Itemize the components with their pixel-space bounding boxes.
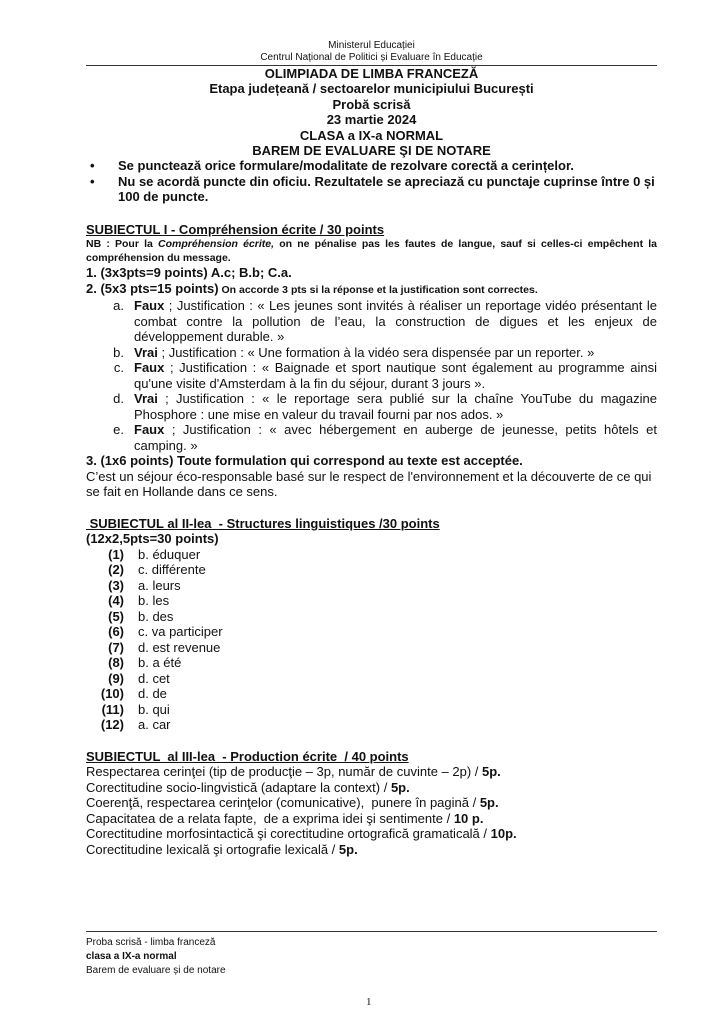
answer-number: (2) (108, 562, 124, 577)
section-2-title: SUBIECTUL al II-lea - Structures linguistiques /30 points (86, 515, 440, 531)
criterion-item (86, 795, 657, 811)
answer-number: (8) (108, 655, 124, 670)
answer-number: (5) (108, 608, 124, 624)
item-letter: c. (113, 360, 124, 375)
document-body (86, 158, 657, 857)
answer-value: c. différente (138, 562, 206, 577)
criterion-points: 5p. (390, 779, 410, 795)
answer-value: a. car (138, 717, 171, 732)
title-date: 23 martie 2024 (326, 112, 417, 128)
answer-number: (11) (101, 701, 124, 717)
bullet-text: Nu se acordă puncte din oficiu. Rezultatele se apreciază cu punctaje cuprinse între 0 și 100 de puncte. (118, 173, 655, 204)
answer-item (86, 640, 657, 656)
answer-number: (1) (108, 546, 124, 562)
item-text: Vrai ; Justification : « le reportage sera publié sur la chaîne YouTube du magazine Phosphore : une mise en valeur du travail fourni par nos ados. » (134, 391, 657, 422)
answer-value: b. éduquer (138, 546, 201, 562)
bullet-text: Se punctează orice formulare/modalitate de rezolvare corectă a cerințelor. (118, 158, 574, 173)
footer-rule (86, 931, 657, 932)
answer-value: b. a été (138, 655, 182, 670)
answer-number: (10) (100, 686, 124, 701)
ministry-name: Ministerul Educației (328, 40, 415, 51)
title-stage: Etapa județeană / sectoarelor municipiului București (209, 81, 534, 97)
answer-value: c. va participer (138, 624, 223, 639)
answer-item (86, 671, 657, 687)
answer-value: b. les (138, 593, 170, 608)
page-header (86, 40, 657, 64)
nb-note: NB : Pour la Compréhension écrite, on ne pénalise pas les fautes de langue, sauf si celles-ci empêchent la compréhension du message. (86, 238, 657, 264)
criterion-text: Corectitudine socio-lingvistică (adaptare la context) / (86, 779, 391, 795)
footer-doc: Barem de evaluare și de notare (86, 965, 226, 976)
true-false-item (86, 422, 657, 453)
answer-number: (12) (100, 717, 124, 732)
criterion-points: 10 p. (453, 810, 484, 826)
title-barem: BAREM DE EVALUARE ŞI DE NOTARE (252, 143, 491, 159)
item-text: Faux ; Justification : « Baignade et sport nautique sont également au programme ainsi qu'une visite d'Amsterdam à la fin du séjour, durant 3 jours ». (134, 360, 657, 391)
criterion-points: 5p. (482, 764, 501, 779)
answer-number: (9) (108, 670, 124, 686)
title-class: CLASA a IX-a NORMAL (299, 127, 444, 143)
criterion-points: 10p. (490, 826, 517, 841)
question-1: 1. (3x3pts=9 points) A.c; B.b; C.a. (86, 265, 292, 280)
answer-item (86, 702, 657, 718)
answer-number: (3) (108, 577, 124, 593)
answer-number: (6) (108, 624, 124, 639)
item-letter: e. (113, 422, 124, 437)
true-false-item (86, 298, 657, 345)
answer-item (86, 593, 657, 609)
true-false-item (86, 345, 657, 361)
criterion-points: 5p. (479, 795, 499, 810)
criterion-text: Corectitudine lexicală şi ortografie lexicală / (86, 841, 339, 857)
answer-item (86, 562, 657, 578)
answer-value: d. est revenue (138, 639, 221, 655)
title-exam: Probă scrisă (332, 96, 411, 112)
criterion-text: Coerenţă, respectarea cerinţelor (comunicative), punere în pagină / (86, 795, 480, 810)
question-3: 3. (1x6 points) Toute formulation qui correspond au texte est acceptée. (86, 453, 523, 468)
answer-value: b. qui (138, 701, 170, 717)
footer-exam: Proba scrisă - limba franceză (86, 937, 216, 948)
answer-item (86, 624, 657, 640)
criterion-text: Respectarea cerinţei (tip de producţie – 3p, număr de cuvinte – 2p) / (86, 764, 482, 779)
page-footer (86, 936, 226, 978)
section-3-title: SUBIECTUL al III-lea - Production écrite / 40 points (86, 748, 409, 764)
true-false-item (86, 391, 657, 422)
criterion-item (86, 764, 657, 780)
answer-item (86, 717, 657, 733)
criterion-item (86, 842, 657, 858)
answer-number: (4) (108, 593, 124, 608)
true-false-item (86, 360, 657, 391)
item-letter: b. (113, 344, 124, 360)
criterion-text: Corectitudine morfosintactică şi corectitudine ortografică gramaticală / (86, 826, 491, 841)
bullet-item: • Nu se acordă puncte din oficiu. Rezultatele se apreciază cu punctaje cuprinse între 0 și 100 de puncte. (86, 174, 657, 205)
question-3-answer: C’est un séjour éco-responsable basé sur le respect de l'environnement et la découverte de ce qui se fait en Hollande dans ce sens. (86, 468, 652, 499)
item-letter: a. (113, 298, 124, 313)
bullet-item: • Se punctează orice formulare/modalitate de rezolvare corectă a cerințelor. (90, 158, 574, 173)
criterion-text: Capacitatea de a relata fapte, de a exprima idei şi sentimente / (86, 810, 454, 826)
item-text: Faux ; Justification : « avec hébergement en auberge de jeunesse, petits hôtels et camping. » (134, 422, 657, 453)
footer-class: clasa a IX-a normal (86, 951, 177, 962)
answer-item (86, 609, 657, 625)
item-text: Vrai ; Justification : « Une formation à la vidéo sera dispensée par un reporter. » (134, 344, 595, 360)
criteria-list (86, 764, 657, 857)
answer-item (86, 686, 657, 702)
section-1-title: SUBIECTUL I - Compréhension écrite / 30 points (86, 221, 385, 237)
item-letter: d. (113, 391, 124, 406)
answer-number: (7) (108, 639, 124, 655)
criterion-item (86, 826, 657, 842)
answer-value: d. de (138, 686, 167, 701)
answer-list (86, 547, 657, 733)
criterion-item (86, 780, 657, 796)
criterion-item (86, 811, 657, 827)
question-2-items (86, 298, 657, 453)
answer-item (86, 578, 657, 594)
document-titles (86, 66, 657, 158)
answer-value: a. leurs (138, 577, 181, 593)
answer-value: d. cet (138, 670, 170, 686)
answer-value: b. des (138, 608, 174, 624)
center-name: Centrul Național de Politici și Evaluare în Educație (260, 52, 483, 63)
question-2: 2. (5x3 pts=15 points) On accorde 3 pts si la réponse et la justification sont correctes. (86, 280, 538, 296)
answer-item (86, 655, 657, 671)
page-number: 1 (366, 996, 372, 1008)
answer-item (86, 547, 657, 563)
section-2-scoring: (12x2,5pts=30 points) (86, 531, 219, 546)
criterion-points: 5p. (338, 841, 358, 857)
title-olympiad: OLIMPIADA DE LIMBA FRANCEZĂ (264, 66, 479, 81)
item-text: Faux ; Justification : « Les jeunes sont invités à réaliser un reportage vidéo présentant le combat contre la pollution de l’eau, la construction de digues et les enjeux de développement durable. » (134, 298, 657, 344)
